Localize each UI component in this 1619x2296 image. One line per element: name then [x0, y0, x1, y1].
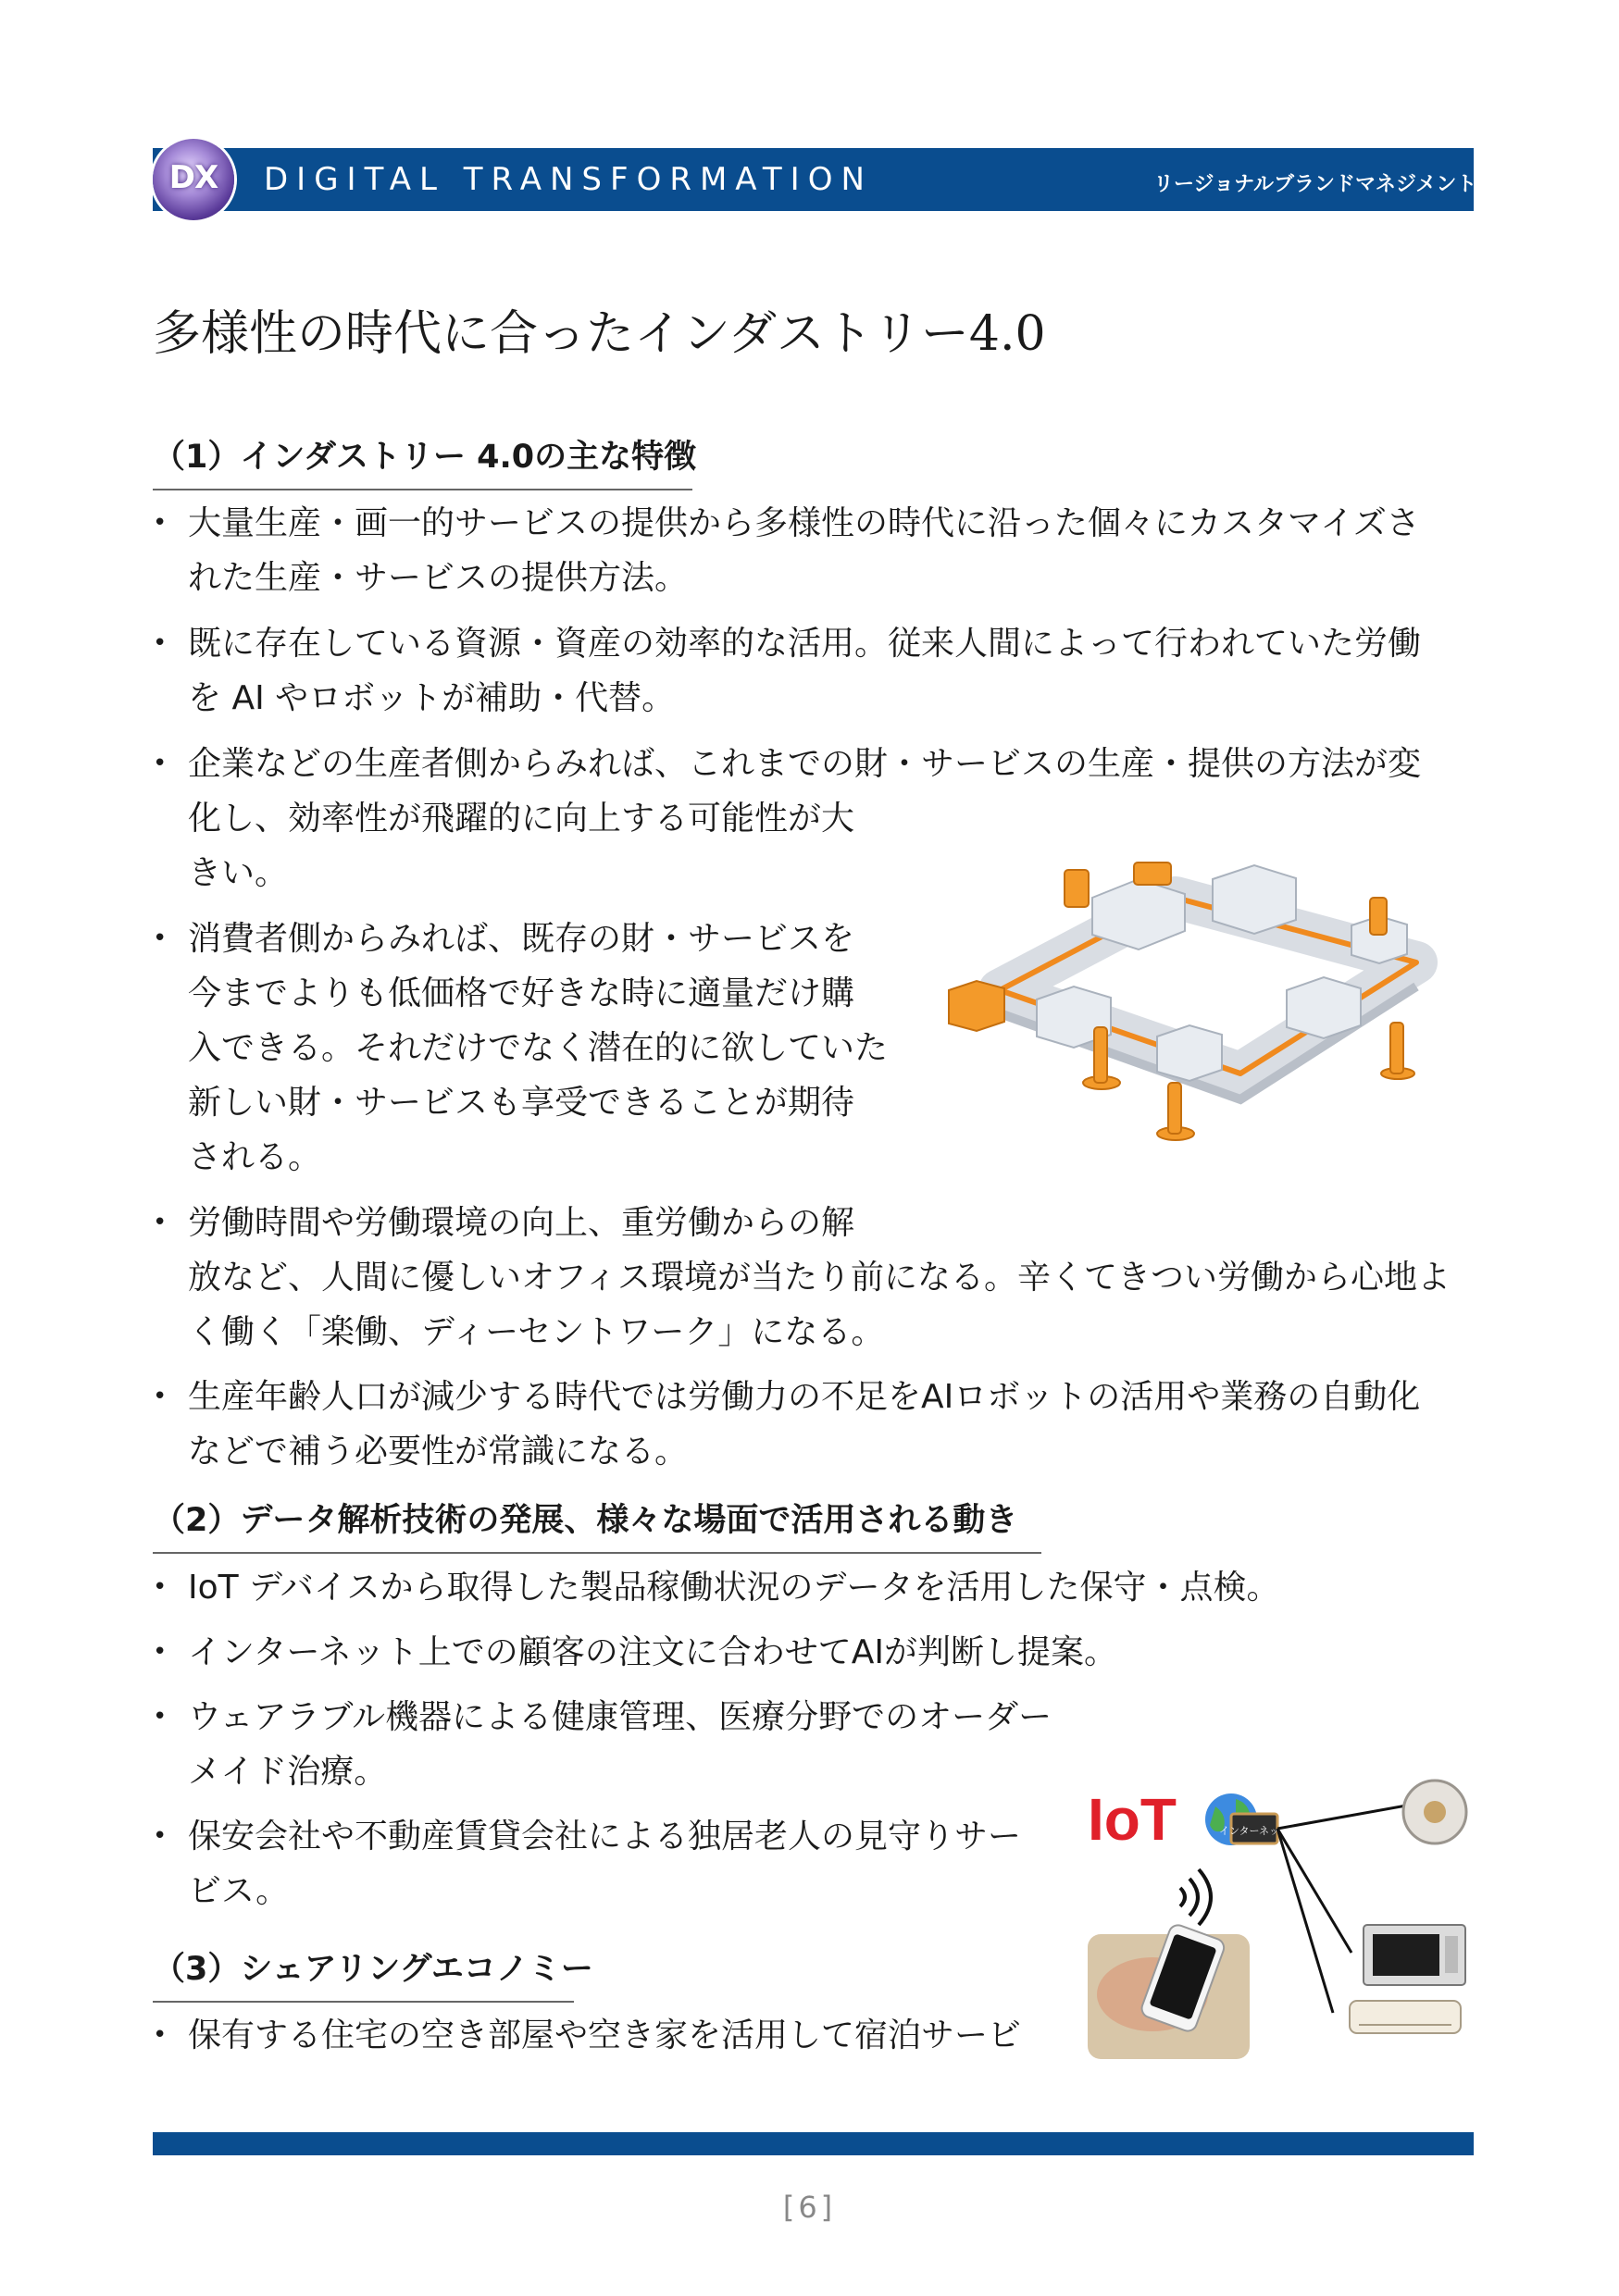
list-item-line: IoT デバイスから取得した製品稼働状況のデータを活用した保守・点検。 — [188, 1569, 1280, 1607]
bullet-dot: • — [153, 925, 168, 952]
dx-logo-text: DX — [168, 159, 218, 196]
list-item-line: ウェアラブル機器による健康管理、医療分野でのオーダー — [188, 1698, 1052, 1736]
bullet-dot: • — [153, 1573, 168, 1601]
list-item-line: 既に存在している資源・資産の効率的な活用。従来人間によって行われていた労働 — [188, 625, 1422, 663]
list-item-line: などで補う必要性が常識になる。 — [188, 1433, 689, 1471]
list-item-line: く働く「楽働、ディーセントワーク」になる。 — [188, 1313, 885, 1351]
list-item — [153, 496, 1420, 605]
header-subtitle: リージョナルブランドマネジメント — [1153, 173, 1477, 196]
list-item-line: される。 — [188, 1138, 322, 1176]
list-item-line: 大量生産・画一的サービスの提供から多様性の時代に沿った個々にカスタマイズさ — [188, 504, 1420, 542]
list-item-line: インターネット上での顧客の注文に合わせてAIが判断し提案。 — [188, 1633, 1118, 1671]
page-number: [6] — [782, 2190, 837, 2225]
bullet-dot: • — [153, 2021, 168, 2049]
list-item — [153, 2008, 1021, 2063]
page-title: 多様性の時代に合ったインダストリー4.0 — [153, 306, 1046, 362]
list-item-line: 放など、人間に優しいオフィス環境が当たり前になる。辛くてきつい労働から心地よ — [188, 1259, 1451, 1297]
bullet-dot: • — [153, 629, 168, 657]
list-item-line: 保安会社や不動産賃貸会社による独居老人の見守りサー — [188, 1818, 1022, 1855]
bullet-dot: • — [153, 1822, 168, 1850]
list-item-line: 消費者側からみれば、既存の財・サービスを — [188, 920, 855, 958]
list-item-line: 新しい財・サービスも享受できることが期待 — [188, 1084, 855, 1122]
iot-label: IoT — [1088, 1786, 1177, 1853]
section-heading-2: （2）データ解析技術の発展、様々な場面で活用される動き — [153, 1495, 1041, 1554]
header-title: DIGITAL TRANSFORMATION — [264, 161, 873, 198]
list-item-line: 今までよりも低価格で好きな時に適量だけ購 — [188, 974, 855, 1012]
list-item — [153, 1370, 1420, 1479]
list-item-line: 化し、効率性が飛躍的に向上する可能性が大 — [188, 800, 855, 838]
footer-bar — [153, 2132, 1474, 2155]
list-item — [153, 616, 1421, 726]
factory-conveyor-illustration — [935, 861, 1476, 1166]
list-item — [153, 1809, 1021, 1918]
list-item — [153, 1196, 1451, 1359]
smartphone-in-hand-icon — [1088, 1923, 1250, 2059]
bullet-dot: • — [153, 750, 168, 777]
list-item-line: 企業などの生産者側からみれば、これまでの財・サービスの生産・提供の方法が変 — [188, 745, 1422, 783]
air-conditioner-icon — [1350, 2001, 1461, 2033]
iot-illustration — [1088, 1777, 1476, 2064]
list-item-line: 保有する住宅の空き部屋や空き家を活用して宿泊サービ — [188, 2017, 1022, 2054]
section-heading-3: （3）シェアリングエコノミー — [153, 1943, 574, 2003]
list-item — [153, 1690, 1052, 1799]
list-item-line: 労働時間や労働環境の向上、重労働からの解 — [188, 1204, 855, 1242]
list-item — [153, 1625, 1117, 1680]
bullet-dot: • — [153, 1209, 168, 1236]
list-item-line: 入できる。それだけでなく潜在的に欲していた — [188, 1029, 889, 1067]
wifi-signal-icon — [1180, 1869, 1211, 1925]
list-item-line: れた生産・サービスの提供方法。 — [188, 559, 689, 597]
microwave-icon — [1364, 1925, 1465, 1985]
bullet-dot: • — [153, 509, 168, 537]
list-item-line: を AI やロボットが補助・代替。 — [188, 679, 676, 717]
bullet-dot: • — [153, 1638, 168, 1666]
list-item — [153, 912, 888, 1185]
dx-logo — [153, 139, 234, 220]
bullet-dot: • — [153, 1383, 168, 1410]
list-item — [153, 1560, 1280, 1615]
list-item-line: きい。 — [188, 854, 289, 892]
section-heading-1: （1）インダストリー 4.0の主な特徴 — [153, 431, 692, 490]
list-item-line: ビス。 — [188, 1872, 290, 1910]
list-item-line: メイド治療。 — [188, 1753, 388, 1791]
list-item-line: 生産年齢人口が減少する時代では労働力の不足をAIロボットの活用や業務の自動化 — [188, 1378, 1421, 1416]
robot-vacuum-icon — [1403, 1781, 1466, 1843]
bullet-dot: • — [153, 1703, 168, 1731]
internet-sign-text: インターネット — [1218, 1826, 1290, 1837]
